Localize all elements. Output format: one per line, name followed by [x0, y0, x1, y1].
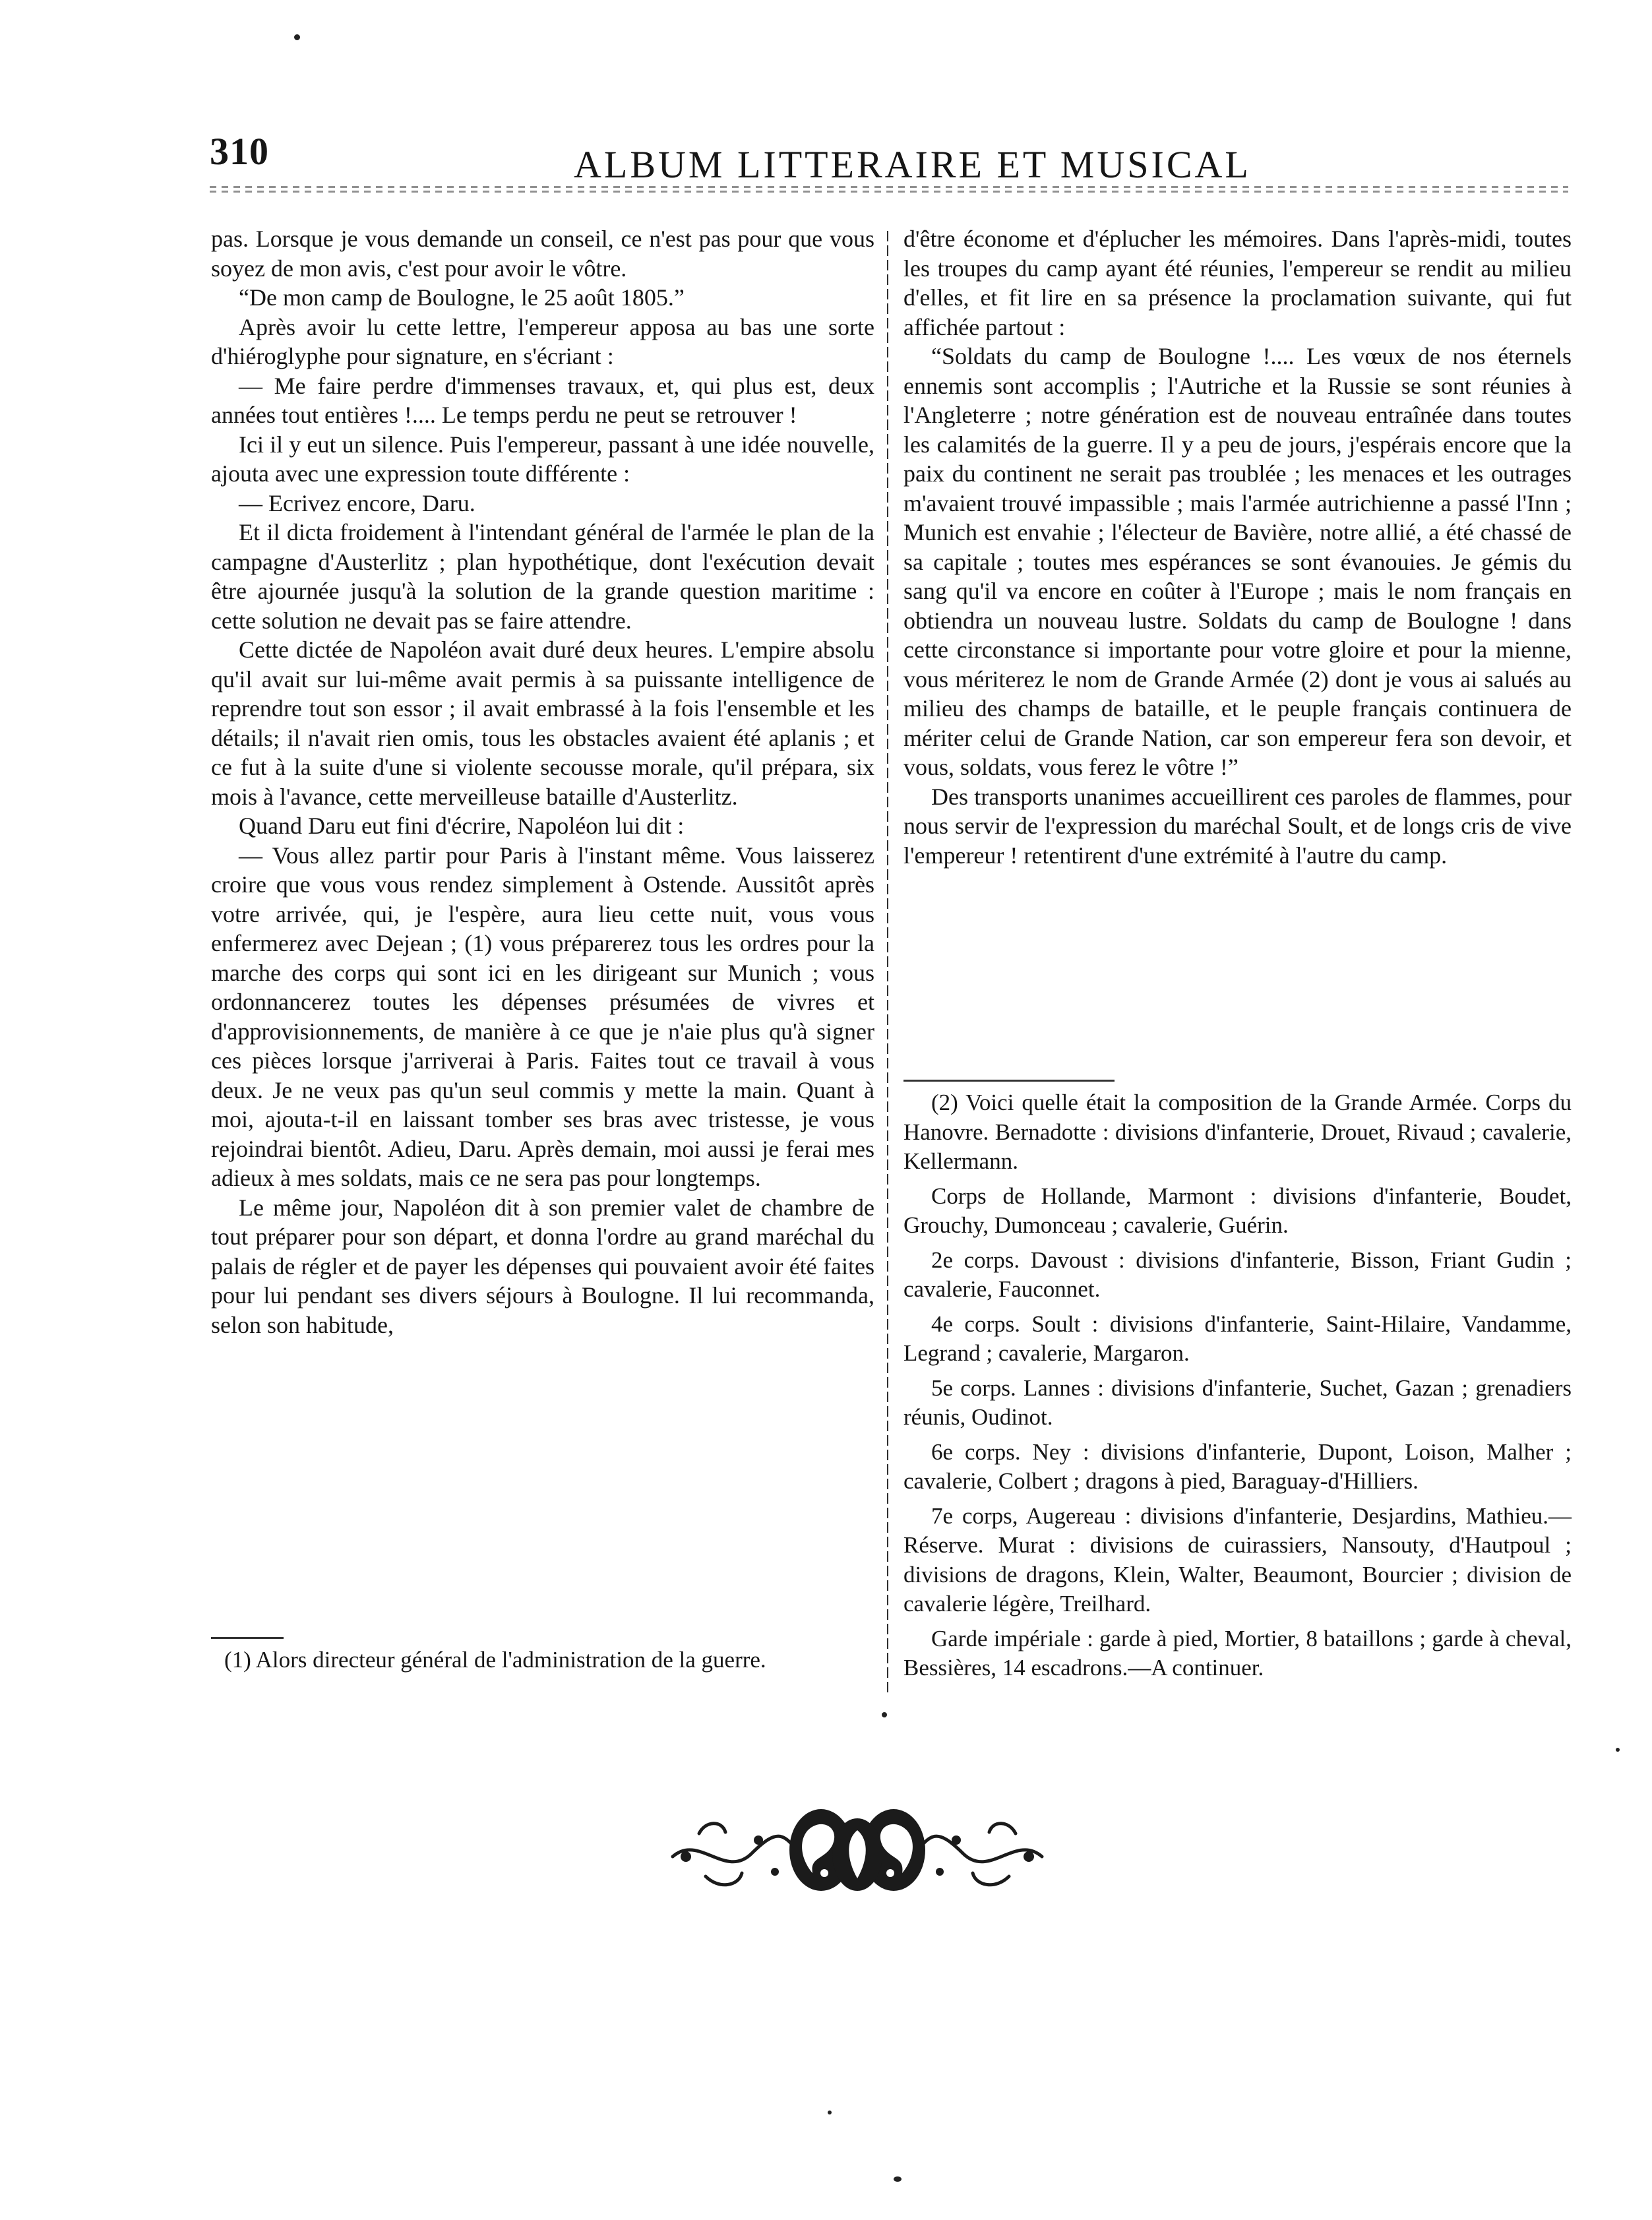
- footnote: 5e corps. Lannes : divisions d'infanterie, Suchet, Gazan ; grenadiers réunis, Oudinot.: [903, 1374, 1572, 1430]
- print-speck: [294, 34, 300, 40]
- footnote: 6e corps. Ney : divisions d'infanterie, Dupont, Loison, Malher ; cavalerie, Colbert ; dragons à pied, Baraguay-d'Hilliers.: [903, 1438, 1572, 1494]
- floral-tailpiece-icon: [659, 1794, 1055, 1906]
- print-speck: [882, 1712, 887, 1717]
- running-title: ALBUM LITTERAIRE ET MUSICAL: [574, 143, 1251, 186]
- footnote: (1) Alors directeur général de l'administration de la guerre.: [224, 1647, 766, 1673]
- footnote: 7e corps, Augereau : divisions d'infanterie, Desjardins, Mathieu.—Réserve. Murat : divisions de cuirassiers, Nansouty, d'Hautpoul ; divisions de dragons, Klein, Walter, Beaumont, Bourcier ; division de cavalerie légère, Treilhard.: [903, 1502, 1572, 1617]
- print-speck: [1616, 1748, 1620, 1752]
- paragraph: Et il dicta froidement à l'intendant général de l'armée le plan de la campagne d'Austerlitz ; plan hypothétique, dont l'exécution devait être ajournée jusqu'à la solution de la grande question maritime : cette solution ne devait pas se faire attendre.: [211, 519, 874, 634]
- footnotes: [903, 1088, 1572, 1688]
- paragraph: pas. Lorsque je vous demande un conseil, ce n'est pas pour que vous soyez de mon avis, c'est pour avoir le vôtre.: [211, 226, 874, 282]
- column-divider: [887, 231, 888, 1695]
- paragraph: d'être économe et d'éplucher les mémoires. Dans l'après-midi, toutes les troupes du camp ayant été réunies, l'empereur se rendit au milieu d'elles, et fit lire en sa présence la proclamation suivante, qui fut affichée partout :: [903, 226, 1572, 340]
- header-rule: [210, 186, 1568, 195]
- footnote: (2) Voici quelle était la composition de la Grande Armée. Corps du Hanovre. Bernadotte : divisions d'infanterie, Drouet, Rivaud ; cavalerie, Kellermann.: [903, 1090, 1572, 1174]
- footnote: 2e corps. Davoust : divisions d'infanterie, Bisson, Friant Gudin ; cavalerie, Fauconnet.: [903, 1247, 1572, 1302]
- paragraph: Après avoir lu cette lettre, l'empereur apposa au bas une sorte d'hiéroglyphe pour signature, en s'écriant :: [211, 313, 874, 369]
- paragraph: — Me faire perdre d'immenses travaux, et, qui plus est, deux années tout entières !.... Le temps perdu ne peut se retrouver !: [211, 372, 874, 428]
- paragraph: Cette dictée de Napoléon avait duré deux heures. L'empire absolu qu'il avait sur lui-même avait permis à sa puissante intelligence de reprendre tout son essor ; il avait embrassé à la fois l'ensemble et les détails; il n'avait rien omis, tous les obstacles avaient été aplanis ; et ce fut à la suite d'une si violente secousse morale, qu'il prépara, six mois à l'avance, cette merveilleuse bataille d'Austerlitz.: [211, 636, 874, 810]
- paragraph: Quand Daru eut fini d'écrire, Napoléon lui dit :: [239, 813, 685, 839]
- footnote-rule: [211, 1637, 284, 1639]
- footnote: Garde impériale : garde à pied, Mortier, 8 bataillons ; garde à cheval, Bessières, 14 escadrons.—A continuer.: [903, 1625, 1572, 1680]
- paragraph: Des transports unanimes accueillirent ces paroles de flammes, pour nous servir de l'expression du maréchal Soult, et de longs cris de vive l'empereur ! retentirent d'une extrémité à l'autre du camp.: [903, 783, 1572, 869]
- paragraph: Le même jour, Napoléon dit à son premier valet de chambre de tout préparer pour son départ, et donna l'ordre au grand maréchal du palais de régler et de payer les dépenses qui pouvaient avoir été faites pour lui pendant ses divers séjours à Boulogne. Il lui recommanda, selon son habitude,: [211, 1194, 874, 1338]
- paragraph: — Vous allez partir pour Paris à l'instant même. Vous laisserez croire que vous vous rendez simplement à Ostende. Aussitôt après votre arrivée, qui, je l'espère, aura lieu cette nuit, vous vous enfermerez avec Dejean ; (1) vous préparerez tous les ordres pour la marche des corps qui sont ici en les dirigeant sur Munich ; vous ordonnancerez toutes les dépenses présumées de vivres et d'approvisionnements, de manière à ce que je n'aie plus qu'à signer ces pièces lorsque j'arriverai à Paris. Faites tout ce travail à vous deux. Je ne veux pas qu'un seul commis y mette la main. Quant à moi, ajouta-t-il en laissant tomber ses bras avec tristesse, je vous rejoindrai bientôt. Adieu, Daru. Après demain, moi aussi je ferai mes adieux à mes soldats, mais ce ne sera pas pour longtemps.: [211, 842, 874, 1191]
- paragraph: — Ecrivez encore, Daru.: [239, 489, 475, 516]
- footnote: Corps de Hollande, Marmont : divisions d'infanterie, Boudet, Grouchy, Dumonceau ; cavalerie, Guérin.: [903, 1183, 1572, 1238]
- paragraph: Ici il y eut un silence. Puis l'empereur, passant à une idée nouvelle, ajouta avec une expression toute différente :: [211, 431, 874, 487]
- paragraph: “Soldats du camp de Boulogne !.... Les vœux de nos éternels ennemis sont accomplis ; l'Autriche et la Russie se sont réunies à l'Angleterre ; notre génération est de nouveau entraînée dans toutes les calamités de la guerre. Il y a peu de jours, j'espérais encore que la paix du continent ne serait pas troublée ; les menaces et les outrages m'avaient trouvé impassible ; mais l'armée autrichienne a passé l'Inn ; Munich est envahie ; l'électeur de Bavière, notre allié, a été chassé de sa capitale ; toutes mes espérances se sont évanouies. Je gémis du sang qu'il va encore en coûter à l'Europe ; mais le nom français en obtiendra un nouveau lustre. Soldats du camp de Boulogne ! dans cette circonstance si importante pour votre gloire et pour la mienne, vous mériterez le nom de Grande Armée (2) dont je vous ai salués au milieu des champs de bataille, et le peuple français continuera de mériter celui de Grande Nation, car son empereur fera son devoir, et vous, soldats, vous ferez le vôtre !”: [903, 343, 1572, 780]
- print-speck: [894, 2176, 902, 2182]
- print-speck: [828, 2111, 832, 2114]
- left-column: [211, 224, 874, 1340]
- right-column: [903, 224, 1572, 870]
- footnote: 4e corps. Soult : divisions d'infanterie, Saint-Hilaire, Vandamme, Legrand ; cavalerie, Margaron.: [903, 1310, 1572, 1366]
- paragraph: “De mon camp de Boulogne, le 25 août 1805.”: [239, 284, 685, 311]
- page-number: 310: [210, 130, 269, 173]
- footnote-rule: [903, 1080, 1115, 1082]
